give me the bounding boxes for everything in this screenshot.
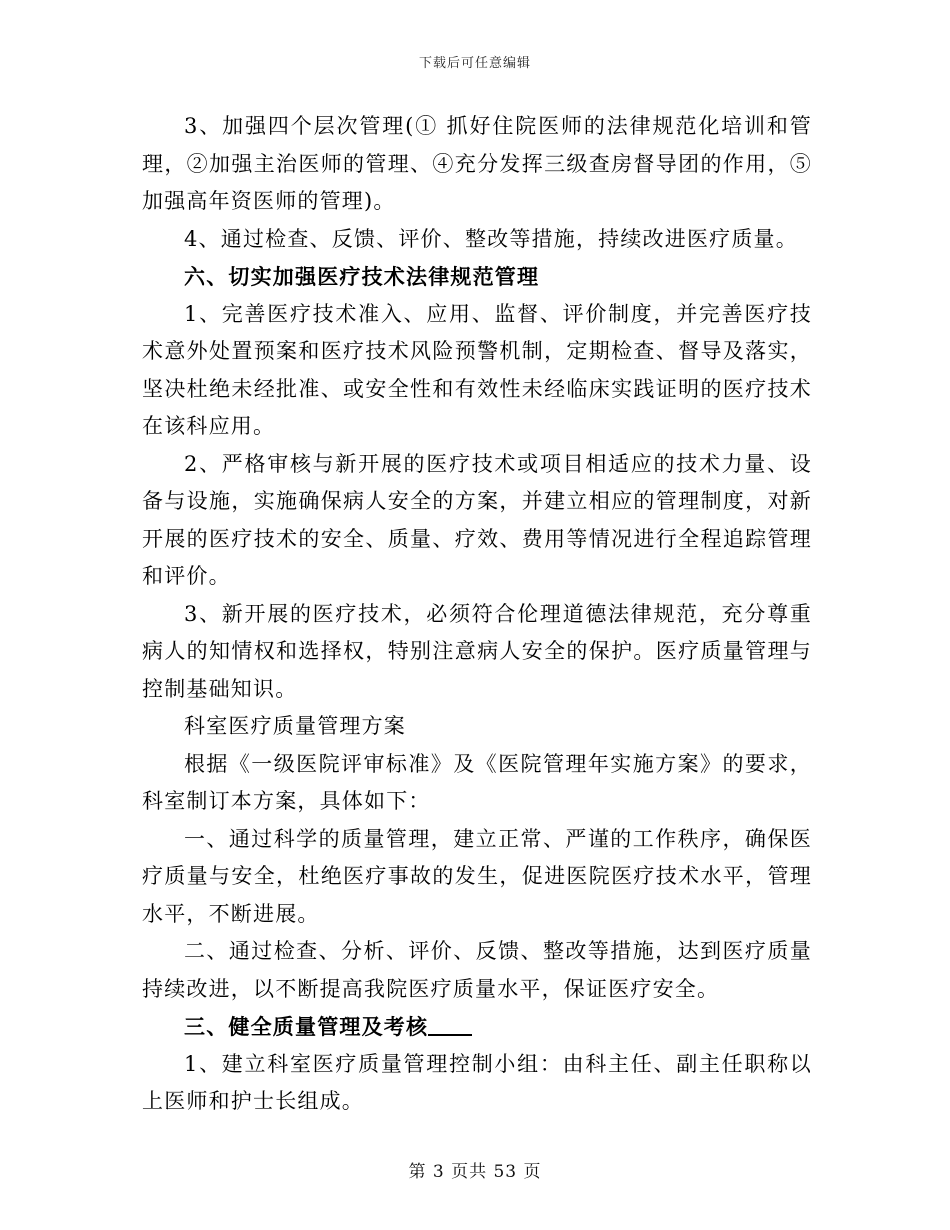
page-footer: 第 3 页共 53 页 <box>408 1162 542 1182</box>
paragraph-item-4-improvement: 4、通过检查、反馈、评价、整改等措施，持续改进医疗质量。 <box>184 226 798 251</box>
paragraph-tech-ethics: 3、新开展的医疗技术，必须符合伦理道德法律规范，充分尊重病人的知情权和选择权，特别注意病人安全的保护。医疗质量管理与控制基础知识。 <box>142 601 812 701</box>
section-heading-3-text: 三、健全质量管理及考核 <box>184 1014 429 1039</box>
plan-intro: 根据《一级医院评审标准》及《医院管理年实施方案》的要求，科室制订本方案，具体如下： <box>142 751 812 813</box>
page-header: 下载后可任意编辑 <box>418 56 531 71</box>
paragraph-tech-review: 2、严格审核与新开展的医疗技术或项目相适应的技术力量、设备与设施，实施确保病人安全的方案，并建立相应的管理制度，对新开展的医疗技术的安全、质量、疗效、费用等情况进行全程追踪管理和评价。 <box>142 451 812 588</box>
document-body <box>142 108 812 1121</box>
plan-point-1: 一、通过科学的质量管理，建立正常、严谨的工作秩序，确保医疗质量与安全，杜绝医疗事故的发生，促进医院医疗技术水平，管理水平，不断进展。 <box>142 826 812 926</box>
plan-point-2: 二、通过检查、分析、评价、反馈、整改等措施，达到医疗质量持续改进，以不断提高我院医疗质量水平，保证医疗安全。 <box>142 939 812 1001</box>
section-heading-6: 六、切实加强医疗技术法律规范管理 <box>184 264 540 289</box>
plan-title: 科室医疗质量管理方案 <box>184 714 406 738</box>
section-heading-3 <box>142 1008 812 1046</box>
underline-blank <box>428 1010 472 1036</box>
paragraph-tech-access: 1、完善医疗技术准入、应用、监督、评价制度，并完善医疗技术意外处置预案和医疗技术风险预警机制，定期检查、督导及落实，坚决杜绝未经批准、或安全性和有效性未经临床实践证明的医疗技术在该科应用。 <box>142 301 812 438</box>
paragraph-control-group: 1、建立科室医疗质量管理控制小组：由科主任、副主任职称以上医师和护士长组成。 <box>142 1051 812 1113</box>
paragraph-item-3-four-levels: 3、加强四个层次管理(① 抓好住院医师的法律规范化培训和管理，②加强主治医师的管理、④充分发挥三级查房督导团的作用，⑤加强高年资医师的管理)。 <box>142 114 812 213</box>
